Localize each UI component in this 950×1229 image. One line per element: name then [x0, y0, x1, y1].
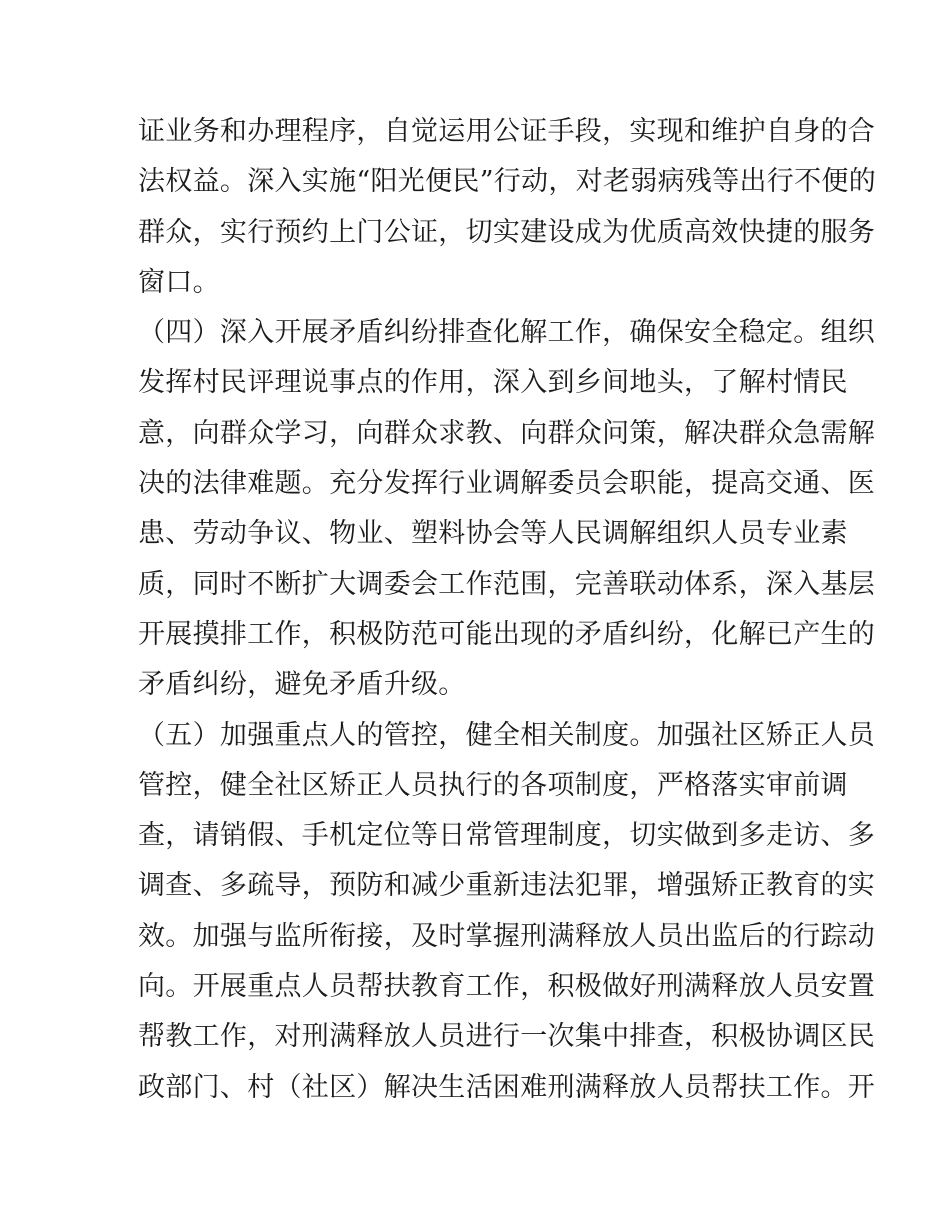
text-line: 调查、多疏导，预防和减少重新违法犯罪，增强矫正教育的实 — [138, 870, 876, 902]
text-line: 群众，实行预约上门公证，切实建设成为优质高效快捷的服务 — [138, 216, 876, 248]
text-line: 查，请销假、手机定位等日常管理制度，切实做到多走访、多 — [138, 820, 876, 852]
section-heading-line: （四）深入开展矛盾纠纷排查化解工作，确保安全稳定。组织 — [138, 317, 876, 349]
text-line: 证业务和办理程序，自觉运用公证手段，实现和维护自身的合 — [138, 116, 876, 147]
text-line: 发挥村民评理说事点的作用，深入到乡间地头，了解村情民 — [138, 367, 848, 399]
text-line: 开展摸排工作，积极防范可能出现的矛盾纠纷，化解已产生的 — [138, 618, 876, 650]
text-line: 决的法律难题。充分发挥行业调解委员会职能，提高交通、医 — [138, 468, 876, 500]
text-line: 法权益。深入实施“阳光便民”行动，对老弱病残等出行不便的 — [138, 166, 877, 198]
body-text — [138, 107, 877, 1113]
text-line: 管控，健全社区矫正人员执行的各项制度，严格落实审前调 — [138, 769, 848, 801]
text-line: 向。开展重点人员帮扶教育工作，积极做好刑满释放人员安置 — [138, 971, 876, 1003]
text-line: 效。加强与监所衔接，及时掌握刑满释放人员出监后的行踪动 — [138, 920, 876, 952]
text-line: 意，向群众学习，向群众求教、向群众问策，解决群众急需解 — [138, 417, 876, 449]
text-line: 质，同时不断扩大调委会工作范围，完善联动体系，深入基层 — [138, 568, 876, 600]
text-line: 政部门、村（社区）解决生活困难刑满释放人员帮扶工作。开 — [138, 1071, 876, 1103]
text-line: 矛盾纠纷，避免矛盾升级。 — [138, 669, 466, 701]
text-line: 患、劳动争议、物业、塑料协会等人民调解组织人员专业素 — [138, 518, 848, 550]
section-heading-line: （五）加强重点人的管控，健全相关制度。加强社区矫正人员 — [138, 719, 876, 751]
text-line: 帮教工作，对刑满释放人员进行一次集中排查，积极协调区民 — [138, 1021, 876, 1053]
text-line: 窗口。 — [138, 266, 220, 298]
